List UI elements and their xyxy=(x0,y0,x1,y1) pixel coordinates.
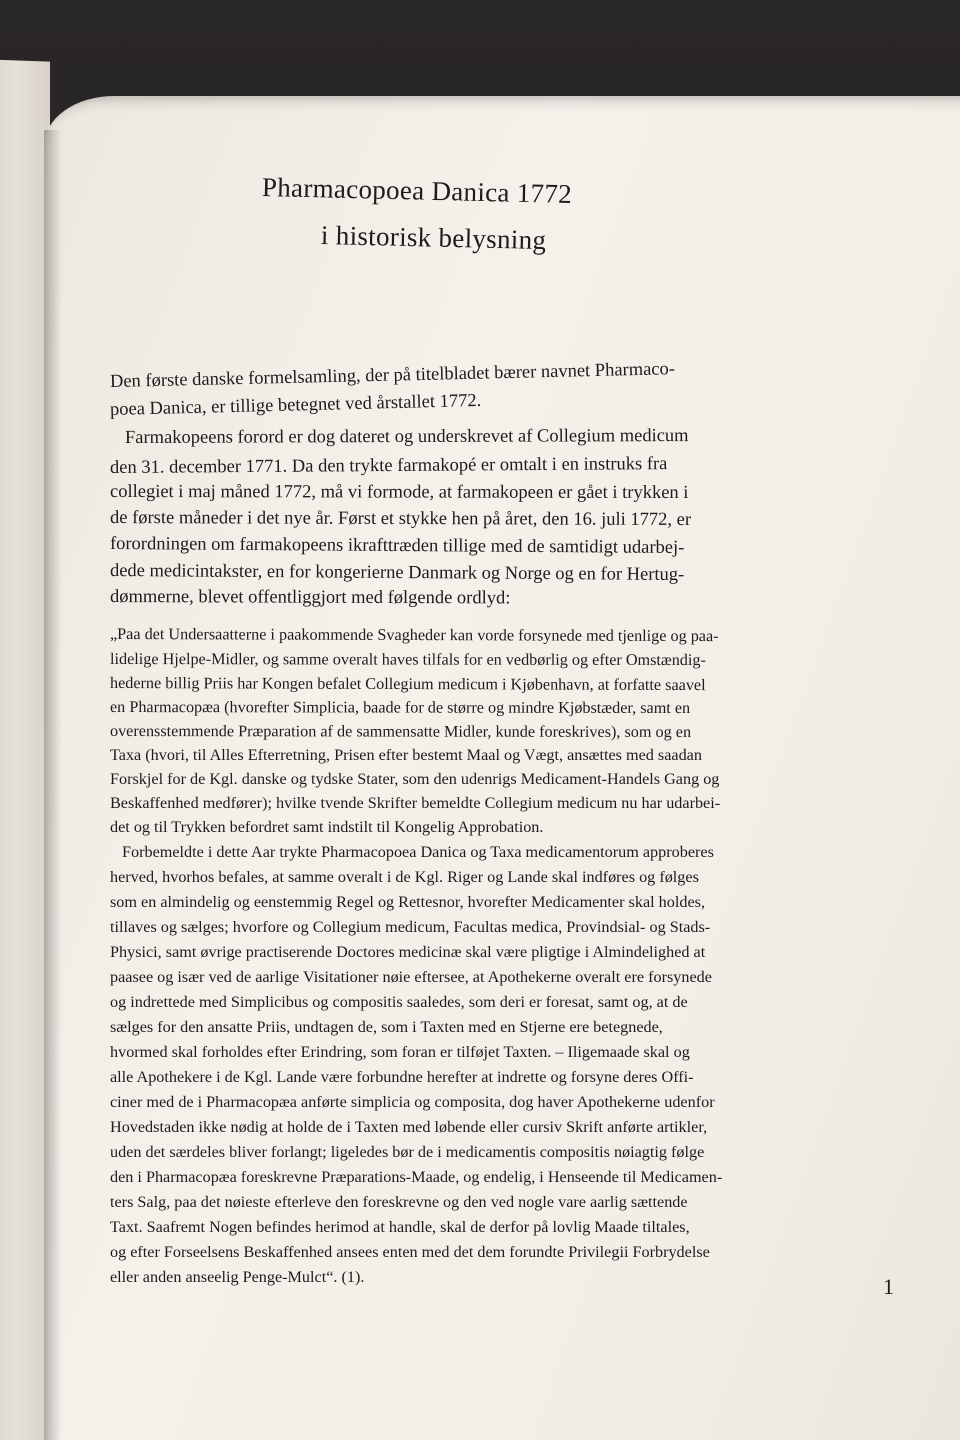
quote-line: uden det særdeles bliver forlangt; ligeledes bør de i medicamentis compositis nøiagtig følge xyxy=(110,1143,705,1161)
quote-line: en Pharmacopæa (hvorefter Simplicia, baade for de større og mindre Kjøbstæder, samt en xyxy=(109,698,691,718)
body-line: forordningen om farmakopeens ikrafttræden tillige med de samtidigt udarbej- xyxy=(109,534,685,559)
page-number: 1 xyxy=(883,1274,894,1299)
quote-line: sælges for den ansatte Priis, undtagen de, som i Taxten med en Stjerne ere betegnede, xyxy=(110,1018,663,1036)
quote-line: herved, hvorhos befales, at samme overalt i de Kgl. Riger og Lande skal indføres og følges xyxy=(110,868,699,886)
quote-line: tillaves og sælges; hvorfore og Collegium medicum, Facultas medica, Provindsial- og Stads- xyxy=(110,918,711,936)
body-line: de første måneder i det nye år. Først et stykke hen på året, den 16. juli 1772, er xyxy=(109,508,692,531)
quote-line: paasee og især ved de aarlige Visitationer nøie eftersee, at Apothekerne overalt ere forsynede xyxy=(110,968,712,986)
quote-line: eller anden anseelig Penge-Mulct“. (1). xyxy=(110,1268,365,1286)
quote-line: overensstemmende Præparation af de sammensatte Midler, kunde foreskrives), som og en xyxy=(109,722,692,742)
body-line: den 31. december 1771. Da den trykte farmakopé er omtalt i en instruks fra xyxy=(109,454,668,478)
body-line: Farmakopeens forord er dog dateret og underskrevet af Collegium medicum xyxy=(124,426,689,448)
quote-line: den i Pharmacopæa foreskrevne Præparations-Maade, og endelig, i Henseende til Medicamen- xyxy=(110,1168,723,1186)
quote-line: Hovedstaden ikke nødig at holde de i Taxten med løbende eller cursiv Skrift anførte artikler, xyxy=(110,1118,708,1136)
body-line: dede medicintakster, en for kongerierne Danmark og Norge og en for Hertug- xyxy=(109,561,685,586)
quote-line: Physici, samt øvrige practiserende Doctores medicinæ skal være pligtige i Almindelighed at xyxy=(110,943,706,961)
quote-line: Taxt. Saafremt Nogen befindes herimod at handle, skal de derfor på lovlig Maade tiltales, xyxy=(110,1218,690,1236)
quote-line: alle Apothekere i de Kgl. Lande være forbundne herefter at indrette og forsyne deres Offi- xyxy=(110,1068,694,1086)
quote-line: ters Salg, paa det nøieste efterleve den foreskrevne og den ved nogle vare aarlig sættende xyxy=(110,1193,688,1211)
quote-line: hederne billig Priis har Kongen befalet Collegium medicum i Kjøbenhavn, at forfatte saavel xyxy=(109,674,706,695)
title-line-2: i historisk belysning xyxy=(320,220,547,256)
quote-line: Beskaffenhed medfører); hvilke tvende Skrifter bemeldte Collegium medicum nu har udarbei- xyxy=(110,794,721,812)
quote-line: Forbemeldte i dette Aar trykte Pharmacopoea Danica og Taxa medicamentorum approberes xyxy=(122,843,714,861)
quote-line: „Paa det Undersaatterne i paakommende Svagheder kan vorde forsynede med tjenlige og paa- xyxy=(109,625,719,646)
quote-line: ciner med de i Pharmacopæa anførte simplicia og composita, dog haver Apothekerne udenfor xyxy=(110,1093,715,1111)
body-line: collegiet i maj måned 1772, må vi formode, at farmakopeen er gået i trykken i xyxy=(109,482,689,504)
quote-line: hvormed skal forholdes efter Erindring, som foran er tilføjet Taxten. – Iligemaade skal og xyxy=(110,1043,690,1061)
quote-line: lidelige Hjelpe-Midler, og samme overalt haves tilfals for en vedbørlig og efter Omstændig- xyxy=(109,650,706,670)
quote-line: og indrettede med Simplicibus og compositis saaledes, som deri er foresat, samt og, at de xyxy=(110,993,688,1011)
quote-line: det og til Trykken befordret samt indstilt til Kongelig Approbation. xyxy=(110,818,544,836)
title-line-1: Pharmacopoea Danica 1772 xyxy=(261,172,573,210)
body-line: poea Danica, er tillige betegnet ved årstallet 1772. xyxy=(109,390,482,420)
quote-line: som en almindelig og eenstemmig Regel og Rettesnor, hvorefter Medicamenter skal holdes, xyxy=(110,893,705,911)
quote-line: og efter Forseelsens Beskaffenhed ansees enten med det dem forundte Privilegii Forbrydelse xyxy=(110,1243,710,1261)
quote-line: Forskjel for de Kgl. danske og tydske Stater, som den udenrigs Medicament-Handels Gang og xyxy=(110,770,720,788)
body-line: dømmerne, blevet offentliggjort med følgende ordlyd: xyxy=(109,587,511,609)
quote-line: Taxa (hvori, til Alles Efterretning, Prisen efter bestemt Maal og Vægt, ansættes med saadan xyxy=(110,746,702,764)
body-line: Den første danske formelsamling, der på titelbladet bærer navnet Pharmaco- xyxy=(109,359,676,392)
